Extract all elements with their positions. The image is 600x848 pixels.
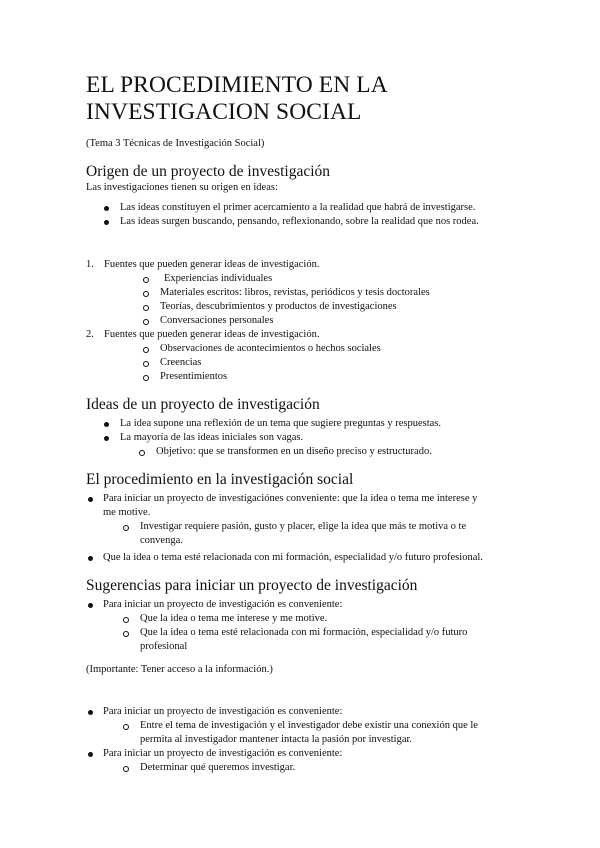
bullet-icon xyxy=(104,436,109,441)
bullet-icon xyxy=(88,497,93,502)
sub-list-item-text: Observaciones de acontecimientos o hechos sociales xyxy=(160,343,381,354)
list-item xyxy=(86,431,520,445)
circle-bullet-icon xyxy=(143,375,149,381)
circle-bullet-icon xyxy=(123,766,129,772)
sub-list-item xyxy=(86,286,520,300)
list-item xyxy=(86,417,520,431)
list-item-text-continued: me motive. xyxy=(103,507,151,518)
bullet-icon xyxy=(88,752,93,757)
sub-list-item-text: Entre el tema de investigación y el investigador debe existir una conexión que le xyxy=(140,720,478,731)
circle-bullet-icon xyxy=(123,631,129,637)
numbered-item xyxy=(86,258,520,272)
list-item-text: La idea supone una reflexión de un tema que sugiere preguntas y respuestas. xyxy=(120,418,442,429)
circle-bullet-icon xyxy=(139,450,145,456)
section-intro: Las investigaciones tienen su origen en ideas: xyxy=(86,182,278,193)
sub-list-item-text: Que la idea o tema esté relacionada con mi formación, especialidad y/o futuro xyxy=(140,627,468,638)
sub-list-item xyxy=(86,370,520,384)
sub-list-item-text: Presentimientos xyxy=(160,371,228,382)
sub-list-item-text: Teorías, descubrimientos y productos de investigaciones xyxy=(160,301,397,312)
sub-list-item-text: Que la idea o tema me interese y me motive. xyxy=(140,613,328,624)
numbered-item xyxy=(86,328,520,342)
sub-list-item xyxy=(86,314,520,328)
circle-bullet-icon xyxy=(143,361,149,367)
circle-bullet-icon xyxy=(143,291,149,297)
bullet-icon xyxy=(88,603,93,608)
list-item xyxy=(86,215,520,229)
list-item-text: La mayoría de las ideas iniciales son vagas. xyxy=(120,432,304,443)
sub-list-item xyxy=(86,356,520,370)
circle-bullet-icon xyxy=(143,305,149,311)
number-marker: 2. xyxy=(86,329,94,340)
sub-list-item-text-continued: profesional xyxy=(140,641,188,652)
number-marker: 1. xyxy=(86,259,94,270)
list-item-text: Las ideas constituyen el primer acercamiento a la realidad que habrá de investigarse. xyxy=(120,202,476,213)
document-title xyxy=(86,72,520,126)
sub-list-item-text: Objetivo: que se transformen en un diseño preciso y estructurado. xyxy=(156,446,432,457)
sub-list-item-text: Conversaciones personales xyxy=(160,315,274,326)
list-item-text: Para iniciar un proyecto de investigaciónes conveniente: que la idea o tema me interese y xyxy=(103,493,478,504)
numbered-item-text: Fuentes que pueden generar ideas de investigación. xyxy=(104,259,320,270)
sub-list-item xyxy=(86,445,520,459)
section-heading-sugerencias: Sugerencias para iniciar un proyecto de investigación xyxy=(86,577,418,594)
bullet-icon xyxy=(104,220,109,225)
sub-list-item xyxy=(86,612,520,626)
bullet-icon xyxy=(88,556,93,561)
bullet-icon xyxy=(104,422,109,427)
sub-list-item xyxy=(86,342,520,356)
list-item xyxy=(86,492,520,520)
sub-list-item-text: Determinar qué queremos investigar. xyxy=(140,762,296,773)
title-line-1: EL PROCEDIMIENTO EN LA xyxy=(86,72,388,98)
sub-list-item-text-continued: convenga. xyxy=(140,535,183,546)
list-item-text: Para iniciar un proyecto de investigación es conveniente: xyxy=(103,706,343,717)
sub-list-item xyxy=(86,761,520,775)
circle-bullet-icon xyxy=(123,525,129,531)
sub-list-item xyxy=(86,520,520,548)
sub-list-item xyxy=(86,719,520,747)
list-item xyxy=(86,598,520,612)
sub-list-item xyxy=(86,300,520,314)
sub-list-item-text: Experiencias individuales xyxy=(164,273,273,284)
sub-list-item xyxy=(86,272,520,286)
sub-list-item-text: Investigar requiere pasión, gusto y placer, elige la idea que más te motiva o te xyxy=(140,521,467,532)
circle-bullet-icon xyxy=(123,724,129,730)
list-item xyxy=(86,201,520,215)
circle-bullet-icon xyxy=(143,347,149,353)
list-item-text: Para iniciar un proyecto de investigación es conveniente: xyxy=(103,748,343,759)
sub-list-item-text: Materiales escritos: libros, revistas, periódicos y tesis doctorales xyxy=(160,287,430,298)
list-item-text: Que la idea o tema esté relacionada con mi formación, especialidad y/o futuro profesional. xyxy=(103,552,483,563)
sub-list-item-text: Creencias xyxy=(160,357,202,368)
document-subtitle: (Tema 3 Técnicas de Investigación Social) xyxy=(86,138,265,149)
list-item xyxy=(86,747,520,761)
section-heading-procedimiento: El procedimiento en la investigación social xyxy=(86,471,354,488)
list-item-text: Las ideas surgen buscando, pensando, reflexionando, sobre la realidad que nos rodea. xyxy=(120,216,479,227)
document-page xyxy=(86,72,520,775)
circle-bullet-icon xyxy=(143,319,149,325)
section-heading-ideas: Ideas de un proyecto de investigación xyxy=(86,396,320,413)
sub-list-item xyxy=(86,626,520,654)
list-item-text: Para iniciar un proyecto de investigación es conveniente: xyxy=(103,599,343,610)
circle-bullet-icon xyxy=(123,617,129,623)
circle-bullet-icon xyxy=(143,277,149,283)
title-line-2: INVESTIGACION SOCIAL xyxy=(86,99,362,125)
important-note: (Importante: Tener acceso a la información.) xyxy=(86,664,273,675)
list-item xyxy=(86,705,520,719)
bullet-icon xyxy=(88,710,93,715)
sub-list-item-text-continued: permita al investigador mantener intacta la pasión por investigar. xyxy=(140,734,413,745)
list-item xyxy=(86,551,520,565)
bullet-icon xyxy=(104,206,109,211)
numbered-item-text: Fuentes que pueden generar ideas de investigación. xyxy=(104,329,320,340)
section-heading-origen: Origen de un proyecto de investigación xyxy=(86,163,331,180)
